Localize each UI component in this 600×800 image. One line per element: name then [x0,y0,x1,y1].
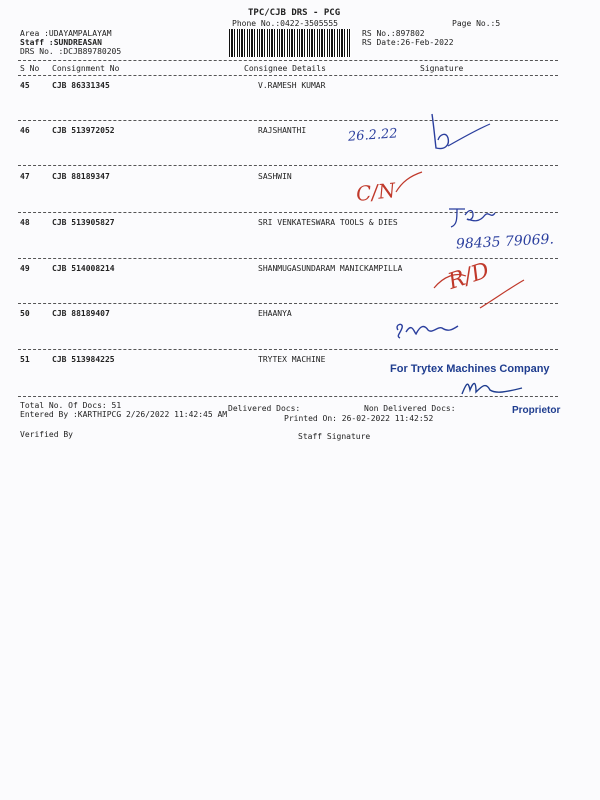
row-consignee: V.RAMESH KUMAR [258,81,326,90]
col-signature: Signature [420,64,464,73]
row-consignment: CJB 513984225 [52,355,115,364]
printed-on: Printed On: 26-02-2022 11:42:52 [284,414,434,423]
signature-47 [392,168,432,198]
signature-48 [445,203,505,235]
handwritten-phone: 98435 79069. [455,231,555,253]
row-consignment: CJB 88189347 [52,172,110,181]
total-docs: Total No. Of Docs: 51 [20,401,122,410]
handwritten-date: 26.2.22 [347,126,399,145]
rs-date: RS Date:26-Feb-2022 [362,38,454,47]
area-label: Area :UDAYAMPALAYAM [20,29,112,38]
handwritten-cn: C/N [354,177,397,207]
header-rule-bottom [18,75,558,76]
col-consignment: Consignment No [52,64,120,73]
signature-46 [420,108,500,158]
col-consignee: Consignee Details [244,64,326,73]
barcode [229,29,351,57]
row-sno: 46 [20,126,30,135]
staff-signature: Staff Signature [298,432,371,441]
row-sno: 48 [20,218,30,227]
staff-label: Staff :SUNDREASAN [20,38,102,47]
row-consignee: EHAANYA [258,309,292,318]
row-divider [18,165,558,166]
row-consignee: SASHWIN [258,172,292,181]
row-consignment: CJB 514008214 [52,264,115,273]
row-consignee: TRYTEX MACHINE [258,355,326,364]
delivered-docs: Delivered Docs: [228,404,301,413]
row-sno: 51 [20,355,30,364]
page-number: Page No.:5 [452,19,501,28]
row-sno: 49 [20,264,30,273]
row-consignment: CJB 86331345 [52,81,110,90]
row-sno: 45 [20,81,30,90]
entered-by: Entered By :KARTHIPCG 2/26/2022 11:42:45 AM [20,410,228,419]
stamp-signature [456,376,536,398]
signature-49 [430,262,530,312]
row-divider [18,349,558,350]
stamp-proprietor: Proprietor [512,405,561,416]
row-consignee: SRI VENKATESWARA TOOLS & DIES [258,218,398,227]
col-sno: S No [20,64,40,73]
handwritten-note: R/D [445,258,493,295]
company-stamp: For Trytex Machines Company [390,363,550,375]
row-consignee: RAJSHANTHI [258,126,307,135]
row-sno: 50 [20,309,30,318]
verified-by: Verified By [20,430,73,439]
row-consignment: CJB 513972052 [52,126,115,135]
row-consignment: CJB 513905827 [52,218,115,227]
row-divider [18,258,558,259]
report-title: TPC/CJB DRS - PCG [248,8,341,18]
row-sno: 47 [20,172,30,181]
header-rule-top [18,60,558,61]
non-delivered-docs: Non Delivered Docs: [364,404,456,413]
phone-number: Phone No.:0422-3505555 [232,19,338,28]
signature-50 [392,312,472,344]
rs-number: RS No.:897802 [362,29,425,38]
drs-number: DRS No. :DCJB89780205 [20,47,122,56]
row-consignee: SHANMUGASUNDARAM MANICKAMPILLA [258,264,403,273]
row-consignment: CJB 88189407 [52,309,110,318]
